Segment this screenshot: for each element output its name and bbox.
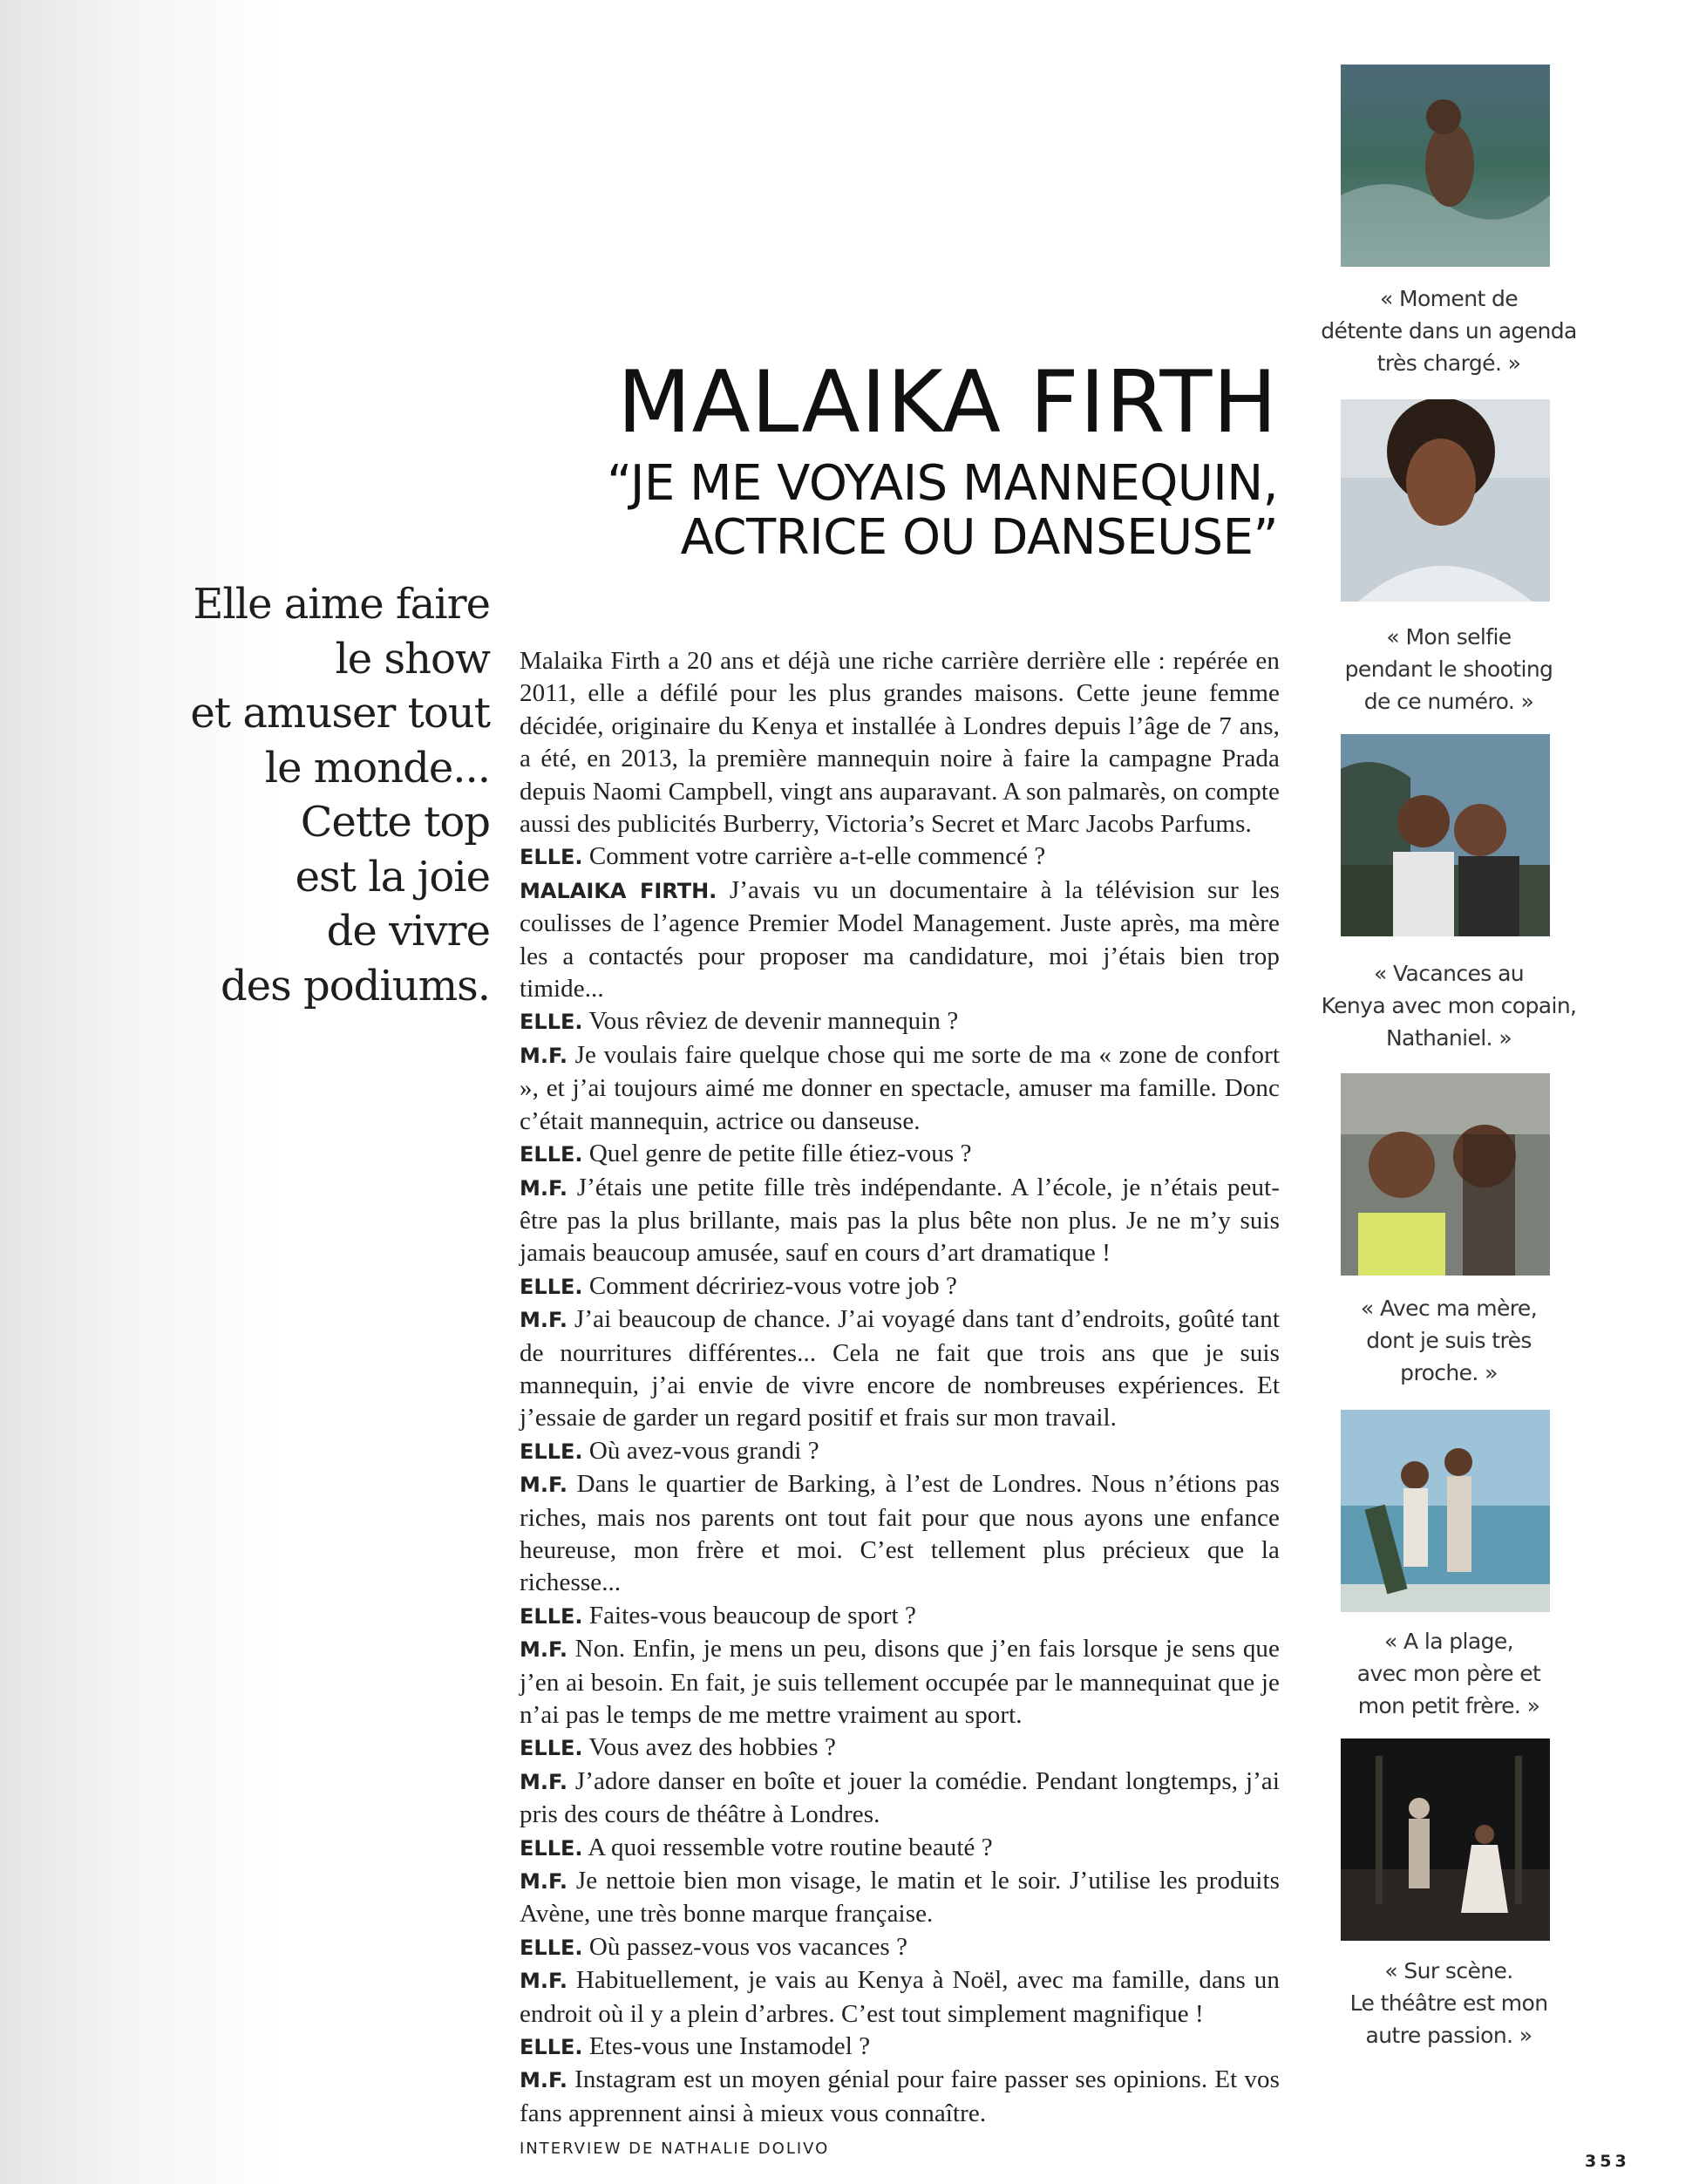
photo-caption bbox=[1318, 957, 1580, 1054]
interview-text: Je nettoie bien mon visage, le matin et le soir. J’utilise les produits Avène, une très bonne marque française. bbox=[520, 1867, 1280, 1929]
photo-portrait-icon bbox=[1341, 399, 1550, 602]
page-number: 353 bbox=[1585, 2152, 1630, 2171]
interview-paragraph bbox=[520, 1172, 1280, 1270]
photo-beach-icon bbox=[1341, 1410, 1550, 1612]
speaker-label: M.F. bbox=[520, 1869, 567, 1895]
caption-line: pendant le shooting bbox=[1344, 657, 1553, 682]
caption-line: « Mon selfie bbox=[1386, 624, 1512, 650]
interview-paragraph bbox=[520, 1633, 1280, 1732]
speaker-label: ELLE. bbox=[520, 1439, 583, 1464]
speaker-label: MALAIKA FIRTH. bbox=[520, 878, 717, 903]
pull-quote-line: Cette top bbox=[300, 798, 490, 847]
interview-text: Comment votre carrière a-t-elle commencé ? bbox=[588, 842, 1046, 871]
interview-paragraph bbox=[520, 1732, 1280, 1765]
interview-paragraph-last bbox=[520, 2130, 1280, 2165]
interview-paragraph bbox=[520, 1766, 1280, 1832]
interview-paragraph bbox=[520, 1039, 1280, 1138]
caption-line: de ce numéro. » bbox=[1363, 689, 1534, 714]
speaker-label: ELLE. bbox=[520, 1142, 583, 1167]
photo-caption bbox=[1318, 1292, 1580, 1389]
caption-line: « Moment de bbox=[1379, 286, 1519, 311]
article-title: MALAIKA FIRTH bbox=[617, 353, 1278, 452]
interview-paragraph bbox=[520, 1303, 1280, 1435]
interview-text: Où passez-vous vos vacances ? bbox=[588, 1932, 908, 1961]
article-body bbox=[520, 645, 1280, 2166]
interview-text: Vous rêviez de devenir mannequin ? bbox=[588, 1007, 959, 1036]
speaker-label: M.F. bbox=[520, 1043, 567, 1068]
interview-paragraph bbox=[520, 1832, 1280, 1865]
interview-paragraph bbox=[520, 1435, 1280, 1468]
speaker-label: ELLE. bbox=[520, 1274, 583, 1299]
caption-line: très chargé. » bbox=[1376, 350, 1521, 376]
speaker-label: M.F. bbox=[520, 1969, 567, 1994]
article-header bbox=[488, 353, 1278, 566]
interview-text: Habituellement, je vais au Kenya à Noël, avec ma famille, dans un endroit où il y a plein d’arbres. C’est tout simplement magnifique ! bbox=[520, 1966, 1280, 2028]
speaker-label: M.F. bbox=[520, 1473, 567, 1498]
speaker-label: ELLE. bbox=[520, 845, 583, 870]
interview-paragraph bbox=[520, 1964, 1280, 2031]
caption-line: « Sur scène. bbox=[1384, 1958, 1513, 1983]
pull-quote-line: de vivre bbox=[326, 907, 490, 956]
caption-line: « Avec ma mère, bbox=[1360, 1296, 1538, 1321]
speaker-label: M.F. bbox=[520, 2068, 567, 2093]
interview-paragraph bbox=[520, 840, 1280, 874]
interview-text: Quel genre de petite fille étiez-vous ? bbox=[588, 1140, 972, 1168]
photo-stage-icon bbox=[1341, 1738, 1550, 1941]
pull-quote bbox=[174, 577, 490, 1013]
speaker-label: M.F. bbox=[520, 1175, 567, 1201]
speaker-label: M.F. bbox=[520, 1637, 567, 1663]
pull-quote-line: Elle aime faire bbox=[193, 580, 490, 629]
interview-paragraph bbox=[520, 1931, 1280, 1964]
interview-text: Etes-vous une Instamodel ? bbox=[588, 2032, 871, 2061]
photo-couple-icon bbox=[1341, 734, 1550, 936]
caption-line: Le théâtre est mon bbox=[1349, 1990, 1548, 2016]
interview-paragraph bbox=[520, 1600, 1280, 1633]
article-subtitle bbox=[488, 457, 1278, 565]
caption-line: Nathaniel. » bbox=[1385, 1025, 1512, 1051]
interview-text: Dans le quartier de Barking, à l’est de Londres. Nous n’étions pas riches, mais nos parents ont tout fait pour que nous ayons une enfance heureuse, mon frère et moi. C’est tellement plus précieux que la richesse... bbox=[520, 1470, 1280, 1597]
photo-caption bbox=[1318, 1955, 1580, 2051]
photo-caption bbox=[1318, 1625, 1580, 1722]
photo-caption bbox=[1318, 282, 1580, 379]
interview-text: Comment décririez-vous votre job ? bbox=[588, 1271, 958, 1300]
caption-line: autre passion. » bbox=[1365, 2023, 1532, 2048]
interview-paragraph bbox=[520, 874, 1280, 1006]
caption-line: dont je suis très bbox=[1366, 1328, 1532, 1353]
interview-text: Faites-vous beaucoup de sport ? bbox=[588, 1601, 917, 1629]
interview-text: J’adore danser en boîte et jouer la comédie. Pendant longtemps, j’ai pris des cours de théâtre à Londres. bbox=[520, 1766, 1280, 1829]
interview-paragraph bbox=[520, 1468, 1280, 1600]
speaker-label: M.F. bbox=[520, 1308, 567, 1333]
interview-text: Vous avez des hobbies ? bbox=[588, 1733, 836, 1762]
caption-line: détente dans un agenda bbox=[1321, 318, 1577, 344]
photo-mother-icon bbox=[1341, 1073, 1550, 1276]
speaker-label: ELLE. bbox=[520, 1010, 583, 1035]
pull-quote-line: et amuser tout bbox=[190, 689, 490, 738]
interview-text: J’étais une petite fille très indépendante. A l’école, je n’étais peut-être pas la plus brillante, mais pas la plus bête non plus. Je ne m’y suis jamais beaucoup amusée, sauf en cours d’art dramatique ! bbox=[520, 1173, 1280, 1268]
interview-text: Instagram est un moyen génial pour faire passer ses opinions. Et vos fans apprennent ainsi à mieux vous connaître. bbox=[520, 2065, 1280, 2127]
speaker-label: ELLE. bbox=[520, 1835, 583, 1861]
interview-text: Non. Enfin, je mens un peu, disons que j’en fais lorsque je sens que j’en ai besoin. En fait, je suis tellement occupée par le mannequinat que je n’ai pas le temps de me mettre vraiment au sport. bbox=[520, 1635, 1280, 1729]
caption-line: mon petit frère. » bbox=[1357, 1693, 1540, 1718]
subtitle-line: “JE ME VOYAIS MANNEQUIN, bbox=[607, 455, 1278, 512]
interview-text: A quoi ressemble votre routine beauté ? bbox=[588, 1833, 993, 1861]
speaker-label: M.F. bbox=[520, 1769, 567, 1794]
interview-text: Je voulais faire quelque chose qui me sorte de ma « zone de confort », et j’ai toujours aimé me donner en spectacle, amuser ma famille. Donc c’était mannequin, actrice ou danseuse. bbox=[520, 1040, 1280, 1135]
interview-paragraph bbox=[520, 2031, 1280, 2064]
interview-paragraph bbox=[520, 1865, 1280, 1931]
photo-water-icon bbox=[1341, 65, 1550, 267]
pull-quote-line: le monde... bbox=[264, 743, 490, 793]
caption-line: « Vacances au bbox=[1373, 961, 1525, 986]
caption-line: « A la plage, bbox=[1383, 1629, 1514, 1654]
interview-paragraph bbox=[520, 1005, 1280, 1038]
caption-line: avec mon père et bbox=[1356, 1661, 1541, 1686]
pull-quote-line: est la joie bbox=[295, 852, 490, 901]
intro-paragraph: Malaika Firth a 20 ans et déjà une riche carrière derrière elle : repérée en 2011, elle a défilé pour les plus grandes maisons. Cette jeune femme décidée, originaire du Kenya et installée à Londres depuis l’âge de 7 ans, a été, en 2013, la première mannequin noire à faire la campagne Prada depuis Naomi Campbell, vingt ans auparavant. A son palmarès, on compte aussi des publicités Burberry, Victoria’s Secret et Marc Jacobs Parfums. bbox=[520, 647, 1280, 839]
caption-line: Kenya avec mon copain, bbox=[1321, 993, 1577, 1018]
interview-paragraph bbox=[520, 1270, 1280, 1303]
interview-text: J’ai beaucoup de chance. J’ai voyagé dans tant d’endroits, goûté tant de nourritures différentes... Cela ne fait que trois ans que je suis mannequin, j’ai envie de vivre encore de nombreuses expériences. Et j’essaie de garder un regard positif et frais sur mon travail. bbox=[520, 1305, 1280, 1432]
pull-quote-line: des podiums. bbox=[220, 961, 490, 1010]
photo-caption bbox=[1318, 621, 1580, 718]
speaker-label: ELLE. bbox=[520, 1935, 583, 1960]
caption-line: proche. » bbox=[1400, 1360, 1498, 1385]
subtitle-line: ACTRICE OU DANSEUSE” bbox=[680, 509, 1278, 566]
interview-paragraph bbox=[520, 1138, 1280, 1171]
interview-text: J’avais vu un documentaire à la télévision sur les coulisses de l’agence Premier Model Management. Juste après, ma mère les a contactés pour proposer ma candidature, moi j’étais bien trop timide... bbox=[520, 875, 1280, 1004]
interview-paragraph bbox=[520, 2064, 1280, 2130]
interview-credit: INTERVIEW DE NATHALIE DOLIVO bbox=[520, 2140, 830, 2159]
speaker-label: ELLE. bbox=[520, 1603, 583, 1629]
speaker-label: ELLE. bbox=[520, 2035, 583, 2060]
speaker-label: ELLE. bbox=[520, 1736, 583, 1761]
pull-quote-line: le show bbox=[335, 634, 490, 684]
interview-text: Où avez-vous grandi ? bbox=[588, 1436, 819, 1465]
